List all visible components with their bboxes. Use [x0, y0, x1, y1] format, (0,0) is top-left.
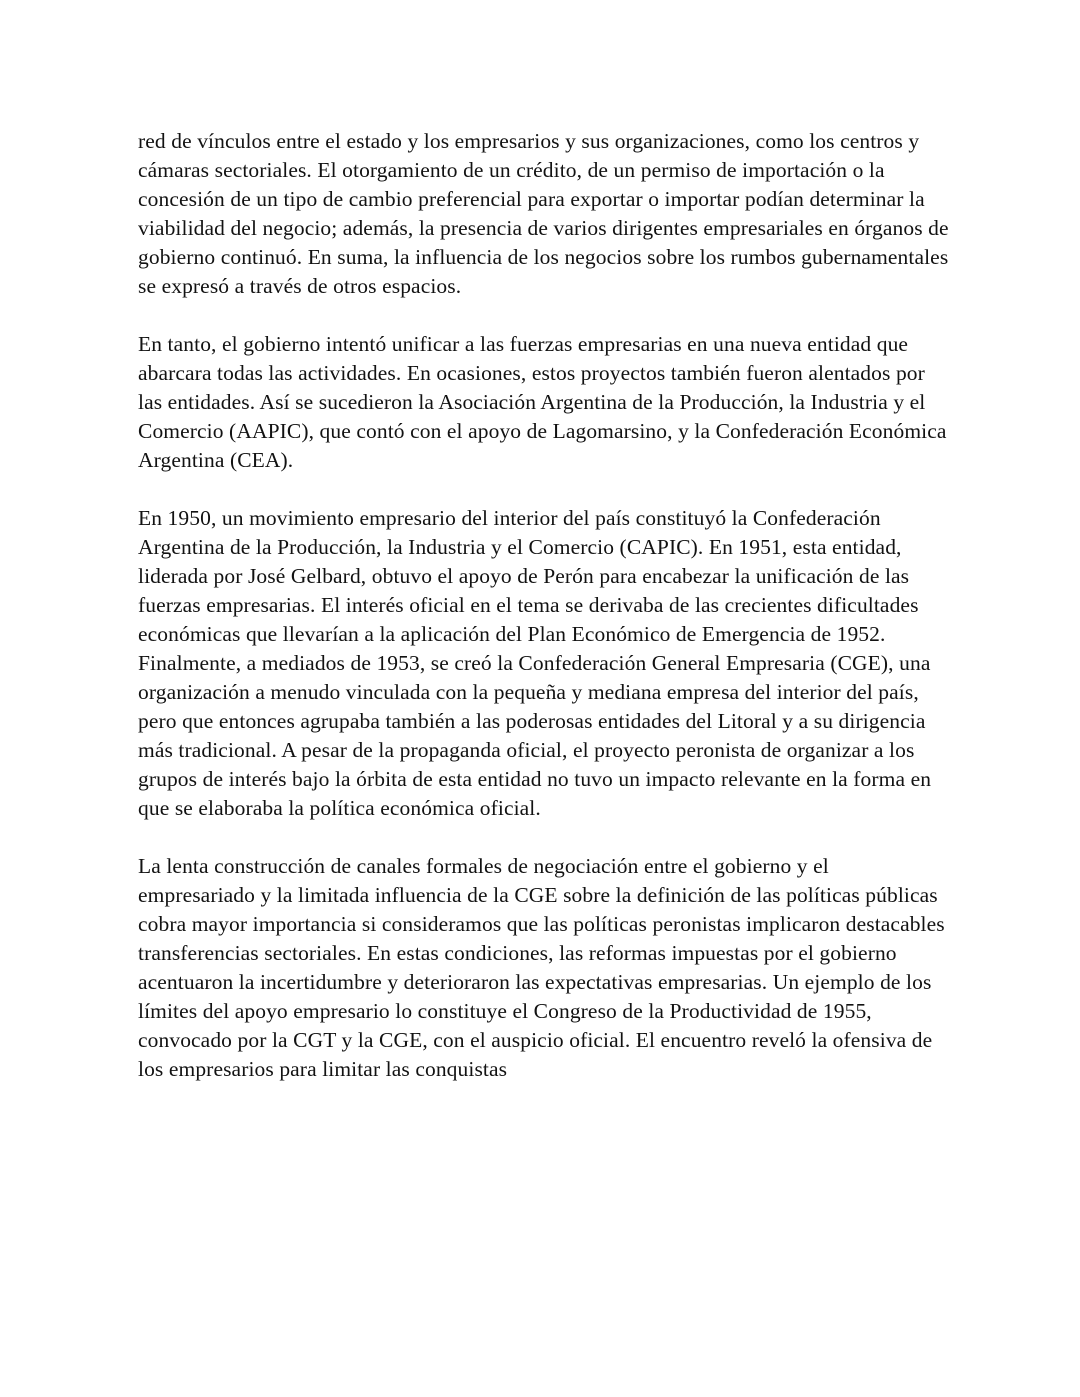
paragraph: En tanto, el gobierno intentó unificar a las fuerzas empresarias en una nueva entidad que abarcara todas las actividades. En ocasiones, estos proyectos también fueron alentados por las entidades. Así se sucedieron la Asociación Argentina de la Producción, la Industria y el Comercio (AAPIC), que contó con el apoyo de Lagomarsino, y la Confederación Económica Argentina (CEA). [138, 332, 947, 472]
paragraph: red de vínculos entre el estado y los empresarios y sus organizaciones, como los centros y cámaras sectoriales. El otorgamiento de un crédito, de un permiso de importación o la concesión de un tipo de cambio preferencial para exportar o importar podían determinar la viabilidad del negocio; además, la presencia de varios dirigentes empresariales en órganos de gobierno continuó. En suma, la influencia de los negocios sobre los rumbos gubernamentales se expresó a través de otros espacios. [138, 129, 949, 298]
paragraph: La lenta construcción de canales formales de negociación entre el gobierno y el empresariado y la limitada influencia de la CGE sobre la definición de las políticas públicas cobra mayor importancia si consideramos que las políticas peronistas implicaron destacables transferencias sectoriales. En estas condiciones, las reformas impuestas por el gobierno acentuaron la incertidumbre y deterioraron las expectativas empresarias. Un ejemplo de los límites del apoyo empresario lo constituye el Congreso de la Productividad de 1955, convocado por la CGT y la CGE, con el auspicio oficial. El encuentro reveló la ofensiva de los empresarios para limitar las conquistas [138, 854, 945, 1081]
text-content [138, 127, 950, 1084]
paragraph: En 1950, un movimiento empresario del interior del país constituyó la Confederación Argentina de la Producción, la Industria y el Comercio (CAPIC). En 1951, esta entidad, liderada por José Gelbard, obtuvo el apoyo de Perón para encabezar la unificación de las fuerzas empresarias. El interés oficial en el tema se derivaba de las crecientes dificultades económicas que llevarían a la aplicación del Plan Económico de Emergencia de 1952. Finalmente, a mediados de 1953, se creó la Confederación General Empresaria (CGE), una organización a menudo vinculada con la pequeña y mediana empresa del interior del país, pero que entonces agrupaba también a las poderosas entidades del Litoral y a su dirigencia más tradicional. A pesar de la propaganda oficial, el proyecto peronista de organizar a los grupos de interés bajo la órbita de esta entidad no tuvo un impacto relevante en la forma en que se elaboraba la política económica oficial. [138, 506, 932, 820]
